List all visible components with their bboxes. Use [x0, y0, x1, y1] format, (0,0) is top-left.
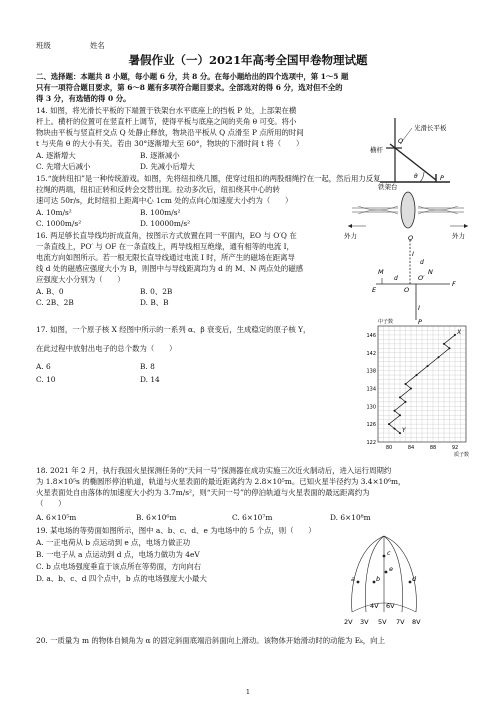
point-d: d: [412, 575, 417, 583]
q14-line: 杆上。横杆的位置可在竖直杆上调节，使得平板与底座之间的夹角 θ 可变。将小: [36, 117, 297, 126]
q18-option-a: A. 6×10⁵m: [36, 513, 77, 522]
q15-option-c: C. 1000m/s²: [36, 219, 82, 228]
q15-line: 15.“旋转纽扣”是一种传统游戏。如图，先将纽扣绕几圈，使穿过纽扣的两股细绳拧在一起，然后用力反复: [36, 174, 381, 183]
q19-option-b: B. 一电子从 a 点运动到 d 点，电场力做功为 4eV: [36, 550, 200, 559]
q19-option-d: D. a、b、c、d 四个点中，b 点的电场强度大小最大: [36, 574, 207, 583]
q18-option-d: D. 6×10⁸m: [330, 513, 371, 522]
bar-label: 横杆: [370, 146, 383, 154]
decay-chart: [356, 316, 480, 458]
q15-line: 拉绳的两端，纽扣正转和反转会交替出现。拉动多次后，纽扣绕其中心的转: [36, 185, 280, 194]
q14-option-a: A. 逐渐增大: [36, 151, 76, 160]
stand-label: 铁架台: [378, 183, 398, 190]
button-disc: [401, 192, 415, 228]
q16-line: 应强度大小分别为（ ）: [36, 275, 125, 284]
decay-point: [449, 347, 451, 349]
point-c: c: [387, 549, 391, 557]
label-d-2: d: [420, 259, 424, 266]
y-tick-label: 134: [366, 386, 376, 393]
decay-point: [410, 387, 412, 389]
q19-figure: [336, 528, 432, 630]
equipotential-line: [365, 536, 384, 612]
nucleus-label: X: [457, 328, 462, 336]
x-tick-label: 80: [385, 445, 393, 451]
equipotential-line: [384, 536, 403, 612]
y-tick-label: 130: [366, 404, 376, 411]
y-tick-label: 142: [366, 350, 376, 357]
voltage-7v: 7V: [396, 618, 405, 626]
q14-line: 14. 如图，将光滑长平板的下端置于铁架台水平底座上的挡板 P 处，上部架在横: [36, 106, 297, 115]
voltage-6v: 6V: [386, 602, 395, 610]
q18-line: （ ）: [36, 499, 66, 508]
q16-option-b: B. 0、2B: [140, 287, 173, 296]
class-label: 班级: [36, 41, 51, 50]
q17-line: 17. 如图，一个原子核 X 经图中所示的一系列 α、β 衰变后，生成稳定的原子核 Y，: [36, 325, 311, 334]
q16-option-a: A. B、0: [36, 287, 64, 296]
name-label: 姓名: [90, 41, 105, 50]
label-i-2: I: [418, 304, 420, 312]
q17-line: 在此过程中放射出电子的总个数为（ ）: [36, 344, 177, 353]
decay-point: [405, 401, 407, 403]
q14-option-b: B. 逐渐减小: [140, 151, 180, 160]
y-tick-label: 122: [366, 440, 376, 446]
q18-option-c: C. 6×10⁷m: [232, 513, 273, 522]
voltage-5v: 5V: [378, 618, 387, 626]
point-a: a: [351, 575, 355, 583]
theta-label: θ: [414, 173, 418, 180]
decay-point: [399, 396, 401, 398]
decay-point: [388, 423, 390, 425]
decay-point: [416, 374, 418, 376]
voltage-8v: 8V: [412, 618, 421, 626]
section-line-1: 二、选择题：本题共 8 小题，每小题 6 分，共 8 分。在每小题给出的四个选项中，第 1～5 题: [36, 72, 349, 81]
label-f: F: [452, 280, 456, 288]
y-tick-label: 138: [366, 368, 376, 375]
q16-option-c: C. 2B、2B: [36, 298, 74, 307]
q18-line: 为 1.8×10⁵s 的椭圆形停泊轨道，轨道与火星表面的最近距离约为 2.8×10⁵m。已知火星半径约为 3.4×10⁶m，: [36, 477, 406, 486]
decay-point: [438, 356, 440, 358]
q19-option-a: A. 一正电荷从 b 点运动到 e 点，电场力做正功: [36, 538, 191, 547]
q15-line: 速可达 50r/s，此时纽扣上距离中心 1cm 处的点向心加速度大小约为（ ）: [36, 196, 293, 205]
decay-point: [394, 410, 396, 412]
q16-option-d: D. B、B: [140, 298, 169, 307]
voltage-2v: 2V: [344, 618, 353, 626]
q16-line: 16. 两足够长直导线均折成直角，按图示方式放置在同一平面内，EO 与 O′Q 在: [36, 231, 297, 240]
label-q: Q: [408, 234, 414, 242]
theta-arc: [420, 172, 424, 182]
section-line-2: 只有一项符合题目要求，第 6～8 题有多项符合题目要求。全部选对的得 6 分，选对但不全的: [36, 83, 343, 92]
q15-option-a: A. 10m/s²: [36, 208, 72, 217]
force-left-label: 外力: [344, 232, 357, 240]
decay-point: [405, 383, 407, 385]
q20-line: 20. 一质量为 m 的物体自倾角为 α 的固定斜面底端沿斜面向上滑动。该物体开始滑动时的动能为 Eₖ，向上: [36, 636, 385, 645]
decay-point: [399, 414, 401, 416]
q14-line: t 与夹角 θ 的大小有关。若由 30°逐渐增大至 60°，物块的下滑时间 t 将（ ）: [36, 139, 304, 148]
q19-line: 19. 某电场的等势面如图所示，图中 a、b、c、d、e 为电场中的 5 个点，则（ ）: [36, 526, 316, 535]
board-label: 光滑长平板: [414, 124, 447, 132]
q14-option-d: D. 先减小后增大: [140, 162, 195, 171]
label-d-1: d: [394, 275, 398, 282]
x-axis-label: 质子数: [454, 452, 470, 458]
label-o-prime: O′: [418, 274, 425, 282]
label-e: E: [372, 286, 377, 294]
q17-option-b: B. 8: [140, 362, 155, 371]
decay-point: [454, 334, 456, 336]
section-line-3: 得 3 分，有选错的得 0 分。: [36, 94, 131, 103]
q17-option-a: A. 6: [36, 362, 51, 371]
q18-line: 火星表面处自由落体的加速度大小约为 3.7m/s²，则“天问一号”的停泊轨道与火星表面的最远距离约为: [36, 488, 370, 497]
voltage-4v: 4V: [370, 602, 379, 610]
q15-option-d: D. 10000m/s²: [140, 219, 191, 228]
smooth-board: [390, 144, 436, 180]
decay-point: [443, 343, 445, 345]
y-tick-label: 146: [366, 332, 376, 339]
point-e: e: [389, 565, 393, 573]
label-i-1: I: [412, 250, 414, 258]
voltage-3v: 3V: [360, 618, 369, 626]
q17-option-d: D. 14: [140, 375, 160, 384]
q18-line: 18. 2021 年 2 月，执行我国火星探测任务的“天问一号”探测器在成功实施三次近火制动后，进入运行周期约: [36, 466, 392, 475]
q15-option-b: B. 100m/s²: [140, 208, 181, 217]
q17-option-c: C. 10: [36, 375, 56, 384]
x-tick-label: 92: [451, 445, 459, 451]
x-tick-label: 88: [429, 445, 437, 451]
point-q-label: Q: [398, 137, 404, 145]
q14-option-c: C. 先增大后减小: [36, 162, 91, 171]
q18-option-b: B. 6×10⁶m: [136, 513, 177, 522]
page-title: 暑假作业（一）2021年高考全国甲卷物理试题: [128, 53, 368, 67]
decay-point: [399, 432, 401, 434]
q16-figure: [370, 234, 470, 326]
point-b: b: [376, 575, 381, 583]
equipotential-line: [384, 536, 416, 612]
x-tick-label: 84: [407, 445, 415, 451]
decay-point: [427, 365, 429, 367]
nucleus-label: Y: [402, 427, 406, 435]
q14-line: 物块由平板与竖直杆交点 Q 处静止释放，物块沿平板从 Q 点滑至 P 点所用的时间: [36, 128, 304, 137]
label-m: M: [378, 268, 384, 276]
q16-line: 电流方向如图所示。若一根无限长直导线通过电流 I 时，所产生的磁场在距离导: [36, 253, 295, 262]
force-right-label: 外力: [452, 232, 465, 240]
q19-option-c: C. b 点电场强度垂直于该点所在等势面，方向向右: [36, 562, 201, 571]
q16-line: 一条直线上，PO′ 与 OF 在一条直线上，两导线相互绝缘，通有相等的电流 I，: [36, 242, 294, 251]
y-axis-label: 中子数: [378, 319, 394, 325]
label-p: P: [418, 318, 422, 326]
y-tick-label: 126: [366, 422, 376, 429]
point-p-label: P: [440, 174, 444, 182]
equipotential-line: [352, 536, 384, 612]
q16-line: 线 d 处的磁感应强度大小为 B，则图中与导线距离均为 d 的 M、N 两点处的磁感: [36, 264, 304, 273]
label-o: O: [404, 286, 410, 294]
page-number: 1: [245, 688, 251, 696]
label-n: N: [428, 268, 433, 276]
decay-point: [394, 428, 396, 430]
